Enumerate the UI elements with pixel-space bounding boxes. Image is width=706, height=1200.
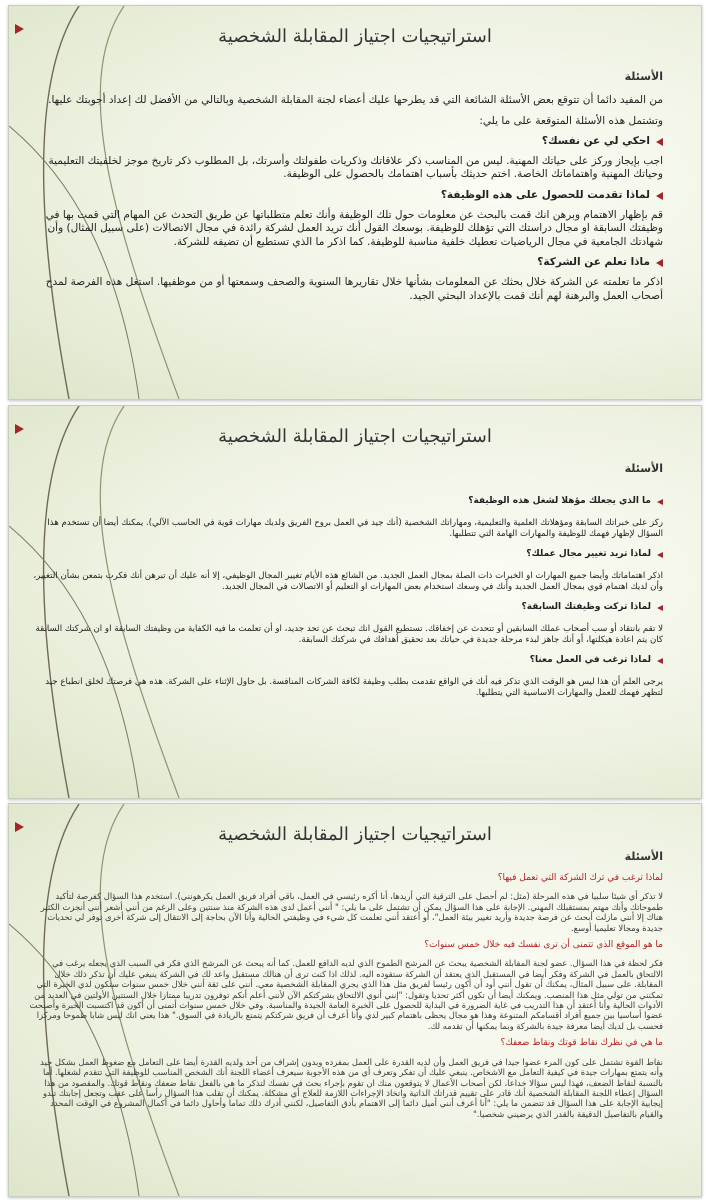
question-text: ماذا تعلم عن الشركة؟ bbox=[537, 256, 650, 269]
question-heading bbox=[27, 1038, 663, 1048]
question-text: لماذا تريد تغيير مجال عملك؟ bbox=[526, 549, 651, 559]
answer-paragraph: اذكر اهتماماتك وأيضا جميع المهارات او الخبرات ذات الصلة بمجال العمل الجديد. من الشائع هذه الأيام تغيير المجال الوظيفي، إلا أنه عليك أن تبرهن أنك فكرت بتمعن بشأن التغيير، وأن لديك اهتمام قوي بمجال العمل الجديد وأنك في وسعك استخدام بعض المهارات او التعليم أو الاتصالات في المجال الجديد. bbox=[33, 571, 663, 592]
question-heading bbox=[27, 189, 663, 203]
slide-title: استراتيجيات اجتياز المقابلة الشخصية bbox=[218, 824, 492, 845]
slide-content bbox=[27, 490, 663, 708]
bullet-arrow-icon bbox=[657, 605, 663, 611]
answer-paragraph: يرجى العلم أن هذا ليس هو الوقت الذي تذكر فيه أنك في الواقع تقدمت بطلب وظيفة لكافة الشركات المنافسة. بل حاول الإثناء على الشركة. هذه هي فرصتك لخلق انطباع جيد لتظهر فهمك للعمل والمهارات الاساسية التي يتطلبها. bbox=[45, 677, 663, 698]
bullet-arrow-icon bbox=[656, 138, 663, 146]
question-text: لماذا تركت وظيفتك السابقة؟ bbox=[521, 602, 651, 612]
answer-paragraph: لا تقم بانتقاد أو سب أصحاب عملك السابقين أو تتحدث عن إخفاقك. تستطيع القول انك تبحث عن تحد جديد، او أن تعلمت ما فيه الكفاية من وظيفتك السابقة او ان شركتك السابقة كان يتم اعادة هيكلتها، أو أنك جاهز لبدء مرحلة جديدة في حياتك بعد تحقيق أهدافك في شركتك السابقة. bbox=[35, 624, 663, 645]
slide-marker-icon bbox=[15, 24, 24, 34]
answer-paragraph: اذكر ما تعلمته عن الشركة خلال بحثك عن المعلومات بشأنها خلال تقاريرها السنوية والصحف وسمعتها أو من موظفيها. استغل هذه الفرصة لمدح أصحاب العمل والبرهنة لهم أنك قمت بالإعداد البحثي الجيد. bbox=[45, 275, 663, 302]
answer-paragraph: نقاط القوة تشتمل على كون المرء عضوا جيدا في فريق العمل وأن لديه القدرة على العمل بمفرده وبدون إشراف من أحد ولديه القدرة أيضا على التعامل مع ضغوط العمل بشكل جيد وأنه يتمتع بمهارات جيدة في كيفية التعامل مع الاشخاص. ينبغي عليك أن تفكر وتعرف أي من هذه الأجوبة سيعرف أعضاء اللجنة أنك الشخص المناسب للوظيفة التي تتقدم لشغلها. أما بالنسبة لنقاط الضعف، فهذا ليس سؤالا خداعا، لكن أصحاب الأعمال لا يتوقعون منك ان تقوم بإجراء بحث في نفسك لتذكر ما هي بالفعل نقاط ضعفك ونقاط قوتك. والمقصود من هذا السؤال إعطاء اللجنة المقابلة الشخصية أنك قادر على تقييم قدراتك الذاتية واتخاذ الإجراءات اللازمة للعلاج أي مشكلة. يمكنك أن تقلب هذا السؤال رأسا على عقب وتجعل إجابتك تبدو إيجابية الإجابة على هذا السؤال قد تتضمن ما يلي: "أنا أعرف أنني أميل دائما إلى الاهتمام بأدق التفاصيل، لكنني أدرك ذلك تماما وأحاول دائما في أكمال المشروع في الوقت المحدد والقيام بالتفاصيل الدقيقة بالقدر الذي يرضيني شخصيا." bbox=[40, 1056, 663, 1119]
slide-marker-icon bbox=[15, 424, 24, 434]
slide-1 bbox=[8, 5, 702, 400]
answer-paragraph: قم بإظهار الاهتمام وبرهن انك قمت بالبحث عن معلومات حول تلك الوظيفة وأنك تعلم متطلباتها عن طريق التحدث عن المهام التي قمت بها في وظيفتك السابقة او مجال دراستك التي تؤهلك للوظيفة. بوسعك القول أنك تريد العمل لشركة رائدة في مجال الاتصالات (على سبيل المثال) وأن شهادتك الجامعية في مجال الرياضيات تعطيك خلفية مناسبة للوظيفة. كما اذكر ما الذي تستطيع أن تضيفه للشركة. bbox=[45, 208, 663, 248]
section-heading: الأسئلة bbox=[624, 70, 663, 83]
slide-3 bbox=[8, 803, 702, 1197]
bullet-arrow-icon bbox=[657, 658, 663, 664]
question-text: ما الذي يجعلك مؤهلا لشغل هذه الوظيفة؟ bbox=[468, 496, 651, 506]
question-text: لماذا ترغب في ترك الشركة التي تعمل فيها؟ bbox=[497, 873, 663, 883]
answer-paragraph: وتشتمل هذه الأسئلة المتوقعة على ما يلي: bbox=[479, 114, 663, 127]
answer-paragraph: ركز على خبراتك السابقة ومؤهلاتك العلمية والتعليمية، ومهاراتك الشخصية (أنك جيد في العمل بروح الفريق ولديك مهارات قوية في الحاسب الآلي). يمكنك أيضا أن تستخدم هذا السؤال لإظهار فهمك للوظيفة والمهارات الهامة التي تتطلبها. bbox=[47, 518, 663, 539]
bullet-arrow-icon bbox=[657, 499, 663, 505]
section-heading: الأسئلة bbox=[624, 462, 663, 475]
bullet-arrow-icon bbox=[657, 552, 663, 558]
slide-title: استراتيجيات اجتياز المقابلة الشخصية bbox=[218, 26, 492, 47]
question-heading bbox=[27, 873, 663, 883]
question-text: لماذا ترغب في العمل معنا؟ bbox=[529, 655, 651, 665]
question-heading bbox=[27, 940, 663, 950]
slide-2 bbox=[8, 405, 702, 799]
question-text: لماذا تقدمت للحصول على هذه الوظيفة؟ bbox=[440, 188, 650, 201]
question-text: ما هي في نظرك نقاط قوتك ونقاط ضعفك؟ bbox=[500, 1038, 663, 1049]
question-heading bbox=[27, 549, 663, 560]
answer-paragraph: من المفيد دائما أن تتوقع بعض الأسئلة الشائعة التي قد يطرحها عليك أعضاء لجنة المقابلة الشخصية وبالتالي من الأفضل لك إعداد أجوبتك عليها. bbox=[48, 94, 663, 106]
slide-content bbox=[27, 94, 663, 310]
question-text: احكي لي عن نفسك؟ bbox=[541, 135, 650, 148]
question-heading bbox=[27, 496, 663, 507]
question-text: ما هو الموقع الذي تتمنى أن ترى نفسك فيه خلال خمس سنوات؟ bbox=[424, 940, 663, 951]
question-heading bbox=[27, 256, 663, 270]
bullet-arrow-icon bbox=[656, 192, 663, 200]
slide-marker-icon bbox=[15, 822, 24, 832]
section-heading: الأسئلة bbox=[624, 850, 663, 863]
question-heading bbox=[27, 602, 663, 613]
question-heading bbox=[27, 135, 663, 149]
bullet-arrow-icon bbox=[656, 259, 663, 267]
slide-content bbox=[27, 868, 663, 1126]
slide-title: استراتيجيات اجتياز المقابلة الشخصية bbox=[218, 426, 492, 447]
question-heading bbox=[27, 655, 663, 666]
answer-paragraph: اجب بإيجاز وركز على حياتك المهنية. ليس من المناسب ذكر علاقاتك وذكريات طفولتك وأسرتك، بل المطلوب ذكر تاريخ موجز لخلفيتك التعليمية وحياتك المهنية واهتماماتك الخاصة. اختم حديثك بأسباب اهتمامك بالحصول على الوظيفة. bbox=[48, 154, 663, 181]
answer-paragraph: لا تذكر أي شيئا سلبيا في هذه المرحلة (مثل: لم أحصل على الترقية التي أريدها، أنا أكره رئيسي في العمل، باقي أفراد فريق العمل يكرهونني). استخدم هذا السؤال كفرصة لتأكيد طموحاتك وأنك مهتم بمستقبلك المهني. الإجابة على هذا السؤال يمكن أن تشتمل على ما يلي: " أنني أعمل لدى هذه الشركة منذ سنتين وعلى الرغم من أنني أشعر أنني أنجزت الكثير هناك إلا أنني مازلت أبحث عن فرصة جديدة وأريد تغيير بيئة العمل"، أو أعتقد أنني تعلمت كل شيء في وظيفتي الحالية وأنا الآن بحاجة إلى الانتقال إلى شركة أخرى توفر لي تحديات جديدة ومجالا تعليميا أوسع. bbox=[40, 891, 663, 933]
answer-paragraph: فكر لحظة في هذا السؤال. عضو لجنة المقابلة الشخصية يبحث عن المرشح الطموح الذي لديه الدافع للعمل. كما أنه يبحث عن المرشح الذي فكر في السبب الذي يجعله يرغب في الالتحاق بالعمل في الشركة وفكر أيضا في المستقبل الذي يعتقد أن الشركة ستقوده اليه. لذلك اذا كنت ترى أن هنالك مستقبل واعد لك في الشركة ينبغي عليك أن تذكر ذلك خلال المقابلة. على سبيل المثال، يمكنك أن تقول أنني أود أن أكون رئيسا لفريق مثل هذا الذي يجري المقابلة الشخصية معي. أنني على ثقة أنني خلال خمس سنوات ستكون لدي الخبرة التي تمكنني من تولي مثل هذا المنصب. ويمكنك أيضا أن تكون أكثر تحديا وتقول: "إنني أنوي الالتحاق بشركتكم الآن لأنني أعلم أنكم توفرون تدريبا ممتازا خلال السنتين الأولتين في العديد من الأدوات الحالية وأنا أعتقد أن هذا التدريب في غاية الضرورة في البداية للحصول على الخبرة العامة الجيدة والمناسبة. وفي خلال خمس سنوات أتمنى أن أكون قد اكتسبت الخبرة وأصبحت عضوا أساسيا بين جميع أفراد أقسامكم المتنوعة وهذا هو مجال يحظى باهتمام كبير لدي وأنا أعرف أن فريق شركتكم يتمتع بالريادة في السوق." هذا يعني انك ليس شابا طموحا ومركزا فحسب بل لديك أيضا معرفة جيدة بالشركة وبما يمكنها أن تقدمه لك. bbox=[29, 958, 663, 1031]
